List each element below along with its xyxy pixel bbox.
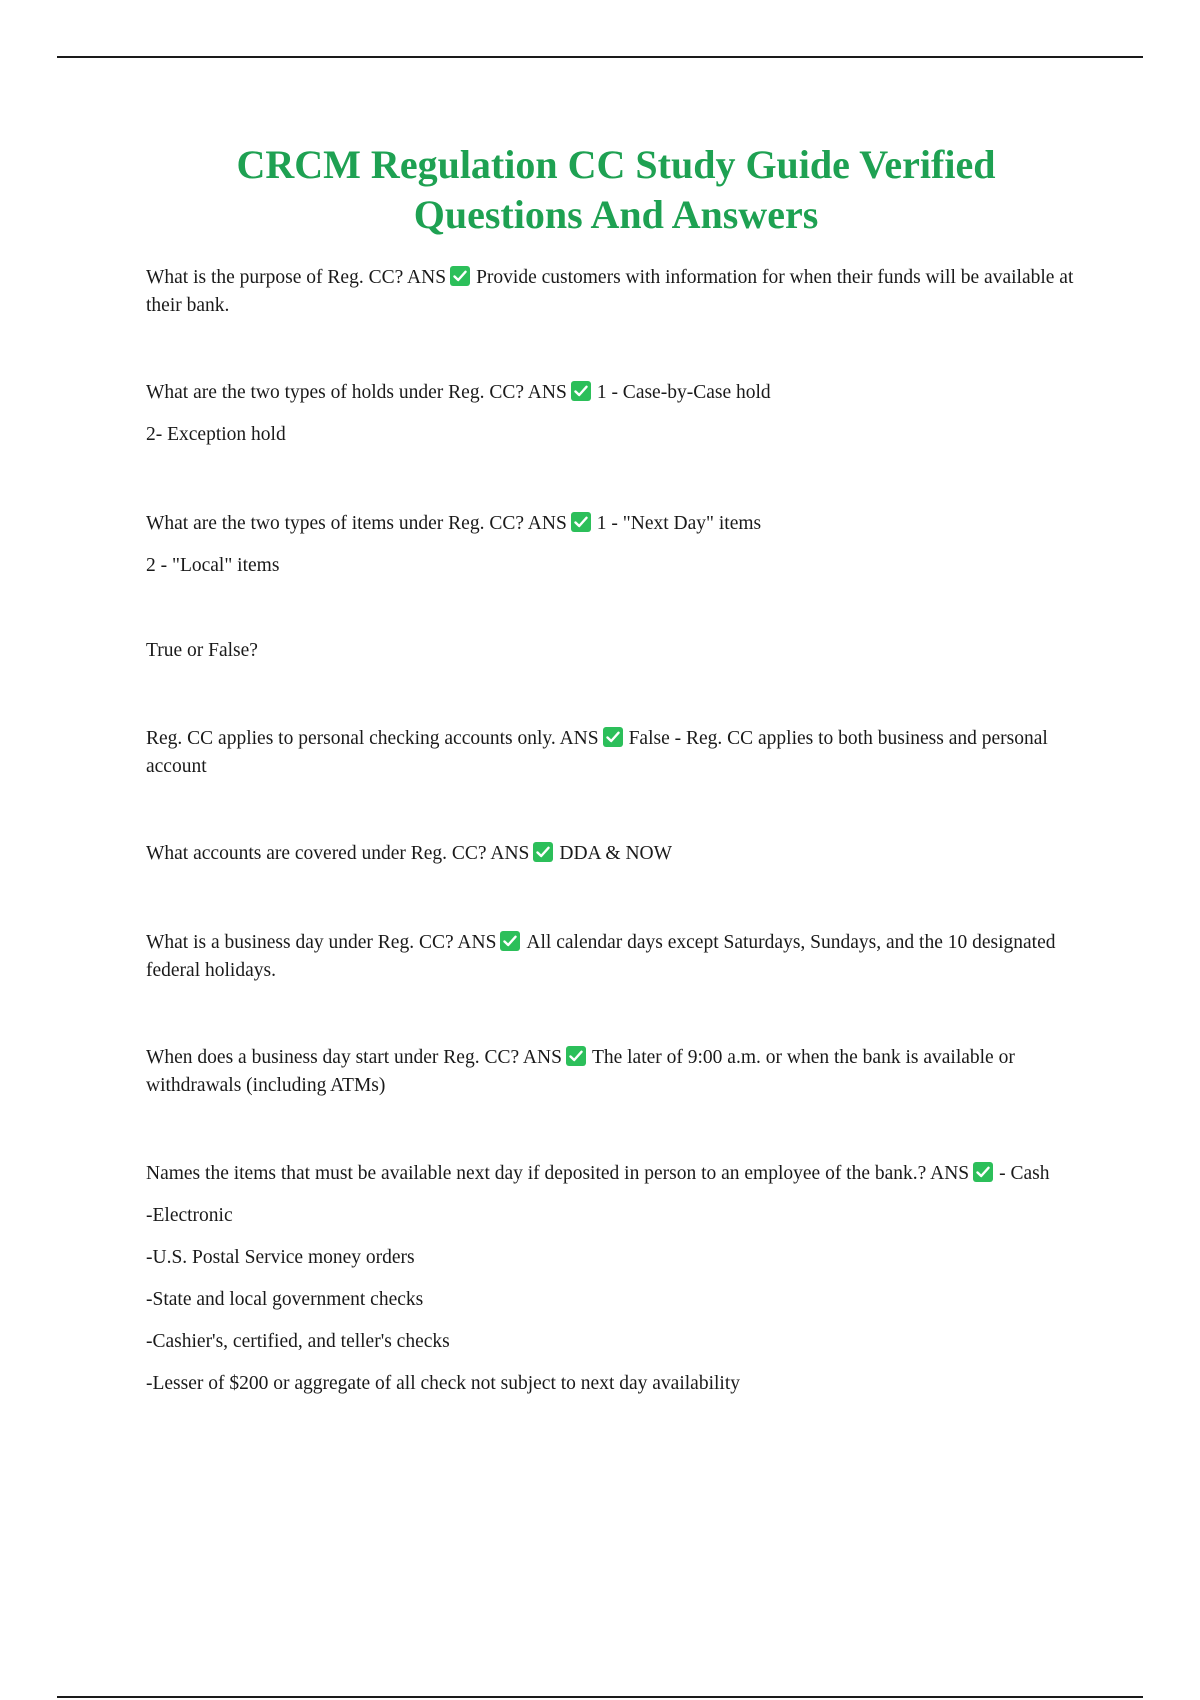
spacer — [146, 665, 1086, 725]
answer-continuation: 2- Exception hold — [146, 424, 286, 445]
spacer — [146, 320, 1086, 379]
qa-item — [146, 929, 1086, 985]
answer-text: The later of 9:00 a.m. or when the bank is available or withdrawals (including ATMs) — [146, 1047, 1015, 1096]
check-icon — [450, 266, 470, 286]
question-line — [146, 1044, 1086, 1100]
check-icon — [973, 1162, 993, 1182]
question-line — [146, 1160, 1086, 1188]
question-text: What are the two types of holds under Reg. CC? ANS — [146, 382, 567, 403]
answer-continuation: -Cashier's, certified, and teller's checks — [146, 1331, 450, 1352]
answer-text: - Cash — [999, 1163, 1050, 1184]
qa-item — [146, 1044, 1086, 1100]
check-icon — [603, 727, 623, 747]
answer-text: 1 - Case-by-Case hold — [596, 382, 771, 403]
question-line: True or False? — [146, 640, 258, 661]
question-text: What is a business day under Reg. CC? ANS — [146, 932, 497, 953]
answer-continuation: -U.S. Postal Service money orders — [146, 1247, 415, 1268]
spacer — [146, 1100, 1086, 1160]
spacer — [146, 580, 1086, 637]
document-title — [150, 140, 1082, 240]
answer-continuation: -Lesser of $200 or aggregate of all check not subject to next day availability — [146, 1373, 740, 1394]
spacer — [146, 781, 1086, 840]
question-text: When does a business day start under Reg. CC? ANS — [146, 1047, 562, 1068]
qa-item — [146, 840, 1086, 868]
bottom-rule — [57, 1696, 1143, 1698]
answer-continuation: -State and local government checks — [146, 1289, 424, 1310]
question-text: What is the purpose of Reg. CC? ANS — [146, 267, 447, 288]
top-rule — [57, 56, 1143, 58]
check-icon — [571, 512, 591, 532]
question-line — [146, 264, 1086, 320]
question-text: What accounts are covered under Reg. CC? ANS — [146, 843, 530, 864]
question-line — [146, 840, 1086, 868]
answer-continuation: -Electronic — [146, 1205, 233, 1226]
spacer — [146, 449, 1086, 510]
question-text: Reg. CC applies to personal checking accounts only. ANS — [146, 728, 599, 749]
answer-continuation: 2 - "Local" items — [146, 555, 280, 576]
check-icon — [533, 842, 553, 862]
question-line — [146, 510, 1086, 538]
title-line-1: CRCM Regulation CC Study Guide Verified — [236, 142, 996, 187]
spacer — [146, 985, 1086, 1044]
answer-text: Provide customers with information for when their funds will be available at their bank. — [146, 267, 1074, 316]
qa-item — [146, 379, 1086, 449]
check-icon — [566, 1046, 586, 1066]
question-line — [146, 725, 1086, 781]
answer-text: All calendar days except Saturdays, Sundays, and the 10 designated federal holidays. — [146, 932, 1056, 981]
answer-text: False - Reg. CC applies to both business and personal account — [146, 728, 1048, 777]
spacer — [146, 868, 1086, 929]
question-line — [146, 379, 1086, 407]
qa-item — [146, 510, 1086, 580]
check-icon — [571, 381, 591, 401]
qa-item — [146, 1160, 1086, 1398]
qa-content — [146, 264, 1086, 1398]
question-text: What are the two types of items under Reg. CC? ANS — [146, 513, 567, 534]
answer-text: 1 - "Next Day" items — [596, 513, 762, 534]
title-line-2: Questions And Answers — [413, 192, 819, 237]
question-line — [146, 929, 1086, 985]
qa-item — [146, 637, 1086, 665]
qa-item — [146, 264, 1086, 320]
qa-item — [146, 725, 1086, 781]
question-text: Names the items that must be available next day if deposited in person to an employee of the bank.? ANS — [146, 1163, 970, 1184]
check-icon — [500, 931, 520, 951]
answer-text: DDA & NOW — [559, 843, 673, 864]
